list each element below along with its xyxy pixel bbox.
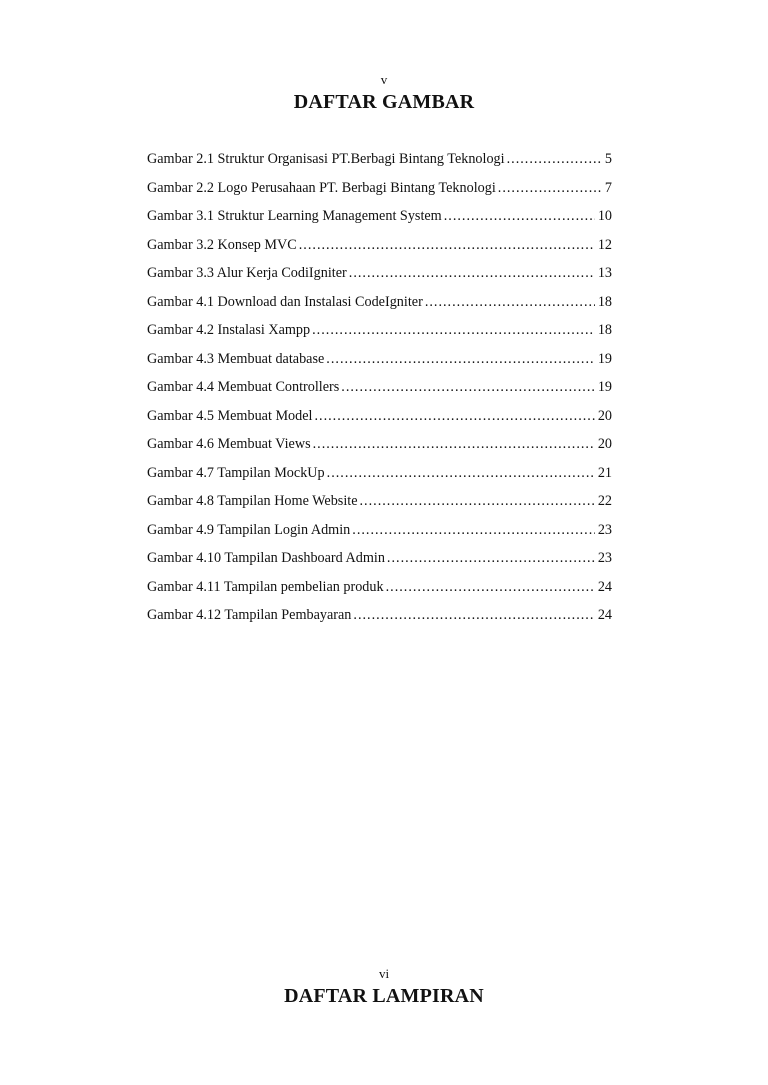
figure-page-number: 7 bbox=[604, 179, 612, 196]
figure-page-number: 20 bbox=[597, 407, 612, 424]
dot-leader bbox=[299, 235, 595, 255]
figure-list-item[interactable] bbox=[147, 292, 612, 321]
figure-page-number: 10 bbox=[597, 208, 612, 224]
figure-caption: Gambar 4.7 Tampilan MockUp bbox=[147, 464, 325, 481]
figure-caption: Gambar 2.2 Logo Perusahaan PT. Berbagi Bintang Teknologi bbox=[147, 179, 496, 196]
dot-leader bbox=[326, 349, 595, 369]
figure-list-item[interactable] bbox=[147, 605, 612, 634]
dot-leader bbox=[313, 434, 595, 454]
dot-leader bbox=[314, 406, 594, 426]
figure-page-number: 20 bbox=[597, 436, 612, 452]
figure-caption: Gambar 4.2 Instalasi Xampp bbox=[147, 322, 311, 338]
dot-leader bbox=[444, 206, 595, 226]
figure-caption: Gambar 3.3 Alur Kerja CodiIgniter bbox=[147, 265, 347, 281]
figure-caption: Gambar 3.2 Konsep MVC bbox=[147, 236, 297, 253]
figure-list-item[interactable] bbox=[147, 149, 612, 178]
figure-caption: Gambar 4.12 Tampilan Pembayaran bbox=[147, 607, 352, 623]
figure-list-item[interactable] bbox=[147, 463, 612, 492]
dot-leader bbox=[425, 292, 595, 312]
figure-list-item[interactable] bbox=[147, 320, 612, 349]
figure-caption: Gambar 4.6 Membuat Views bbox=[147, 436, 311, 452]
figure-list-item[interactable] bbox=[147, 406, 612, 435]
figure-page-number: 5 bbox=[604, 151, 612, 167]
figure-list-item[interactable] bbox=[147, 263, 612, 292]
page-number-top: v bbox=[380, 72, 388, 87]
figure-list-item[interactable] bbox=[147, 548, 612, 577]
dot-leader bbox=[387, 548, 595, 568]
figure-caption: Gambar 4.9 Tampilan Login Admin bbox=[147, 521, 351, 538]
dot-leader bbox=[312, 320, 595, 340]
dot-leader bbox=[507, 149, 602, 169]
page-number-bottom: vi bbox=[378, 966, 390, 981]
figure-list-item[interactable] bbox=[147, 178, 612, 207]
dot-leader bbox=[349, 263, 595, 283]
figure-page-number: 23 bbox=[597, 521, 612, 538]
figure-page-number: 19 bbox=[597, 379, 612, 395]
figure-caption: Gambar 4.11 Tampilan pembelian produk bbox=[147, 578, 384, 595]
figure-list-item[interactable] bbox=[147, 577, 612, 606]
figure-caption: Gambar 4.8 Tampilan Home Website bbox=[147, 493, 358, 509]
figure-list-item[interactable] bbox=[147, 491, 612, 520]
next-section-title: DAFTAR LAMPIRAN bbox=[284, 985, 484, 1007]
figure-page-number: 21 bbox=[597, 464, 612, 481]
figure-caption: Gambar 4.4 Membuat Controllers bbox=[147, 379, 340, 395]
dot-leader bbox=[498, 178, 602, 198]
figure-page-number: 13 bbox=[597, 265, 612, 281]
figure-caption: Gambar 2.1 Struktur Organisasi PT.Berbagi Bintang Teknologi bbox=[147, 151, 505, 167]
figure-page-number: 18 bbox=[597, 322, 612, 338]
dot-leader bbox=[352, 520, 595, 540]
figure-page-number: 22 bbox=[597, 493, 612, 509]
dot-leader bbox=[341, 377, 595, 397]
figure-list-item[interactable] bbox=[147, 377, 612, 406]
figure-list bbox=[147, 149, 612, 634]
figure-caption: Gambar 3.1 Struktur Learning Management System bbox=[147, 208, 442, 224]
dot-leader bbox=[353, 605, 594, 625]
figure-page-number: 18 bbox=[597, 293, 612, 310]
figure-page-number: 24 bbox=[597, 607, 612, 623]
figure-page-number: 19 bbox=[597, 350, 612, 367]
figure-list-item[interactable] bbox=[147, 235, 612, 264]
figure-caption: Gambar 4.3 Membuat database bbox=[147, 350, 325, 367]
figure-list-item[interactable] bbox=[147, 520, 612, 549]
dot-leader bbox=[386, 577, 595, 597]
figure-caption: Gambar 4.10 Tampilan Dashboard Admin bbox=[147, 550, 385, 566]
page-title: DAFTAR GAMBAR bbox=[293, 91, 475, 113]
dot-leader bbox=[360, 491, 595, 511]
figure-list-item[interactable] bbox=[147, 349, 612, 378]
figure-caption: Gambar 4.5 Membuat Model bbox=[147, 407, 313, 424]
figure-page-number: 23 bbox=[597, 550, 612, 566]
figure-page-number: 24 bbox=[597, 578, 612, 595]
figure-list-item[interactable] bbox=[147, 206, 612, 235]
figure-caption: Gambar 4.1 Download dan Instalasi CodeIgniter bbox=[147, 293, 423, 310]
dot-leader bbox=[327, 463, 595, 483]
figure-list-item[interactable] bbox=[147, 434, 612, 463]
figure-page-number: 12 bbox=[597, 236, 612, 253]
